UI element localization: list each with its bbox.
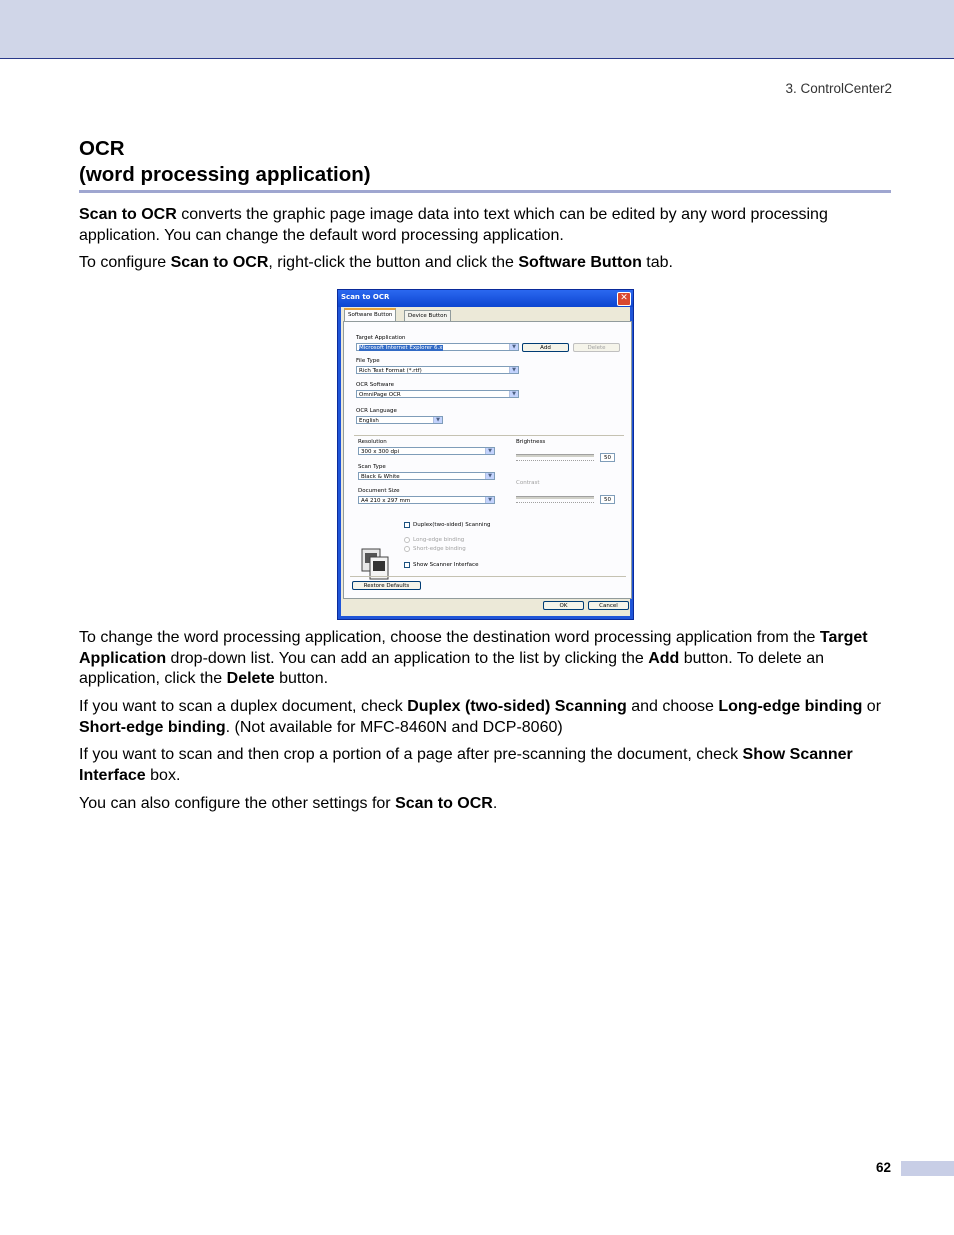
long-edge-radio[interactable] xyxy=(404,537,410,543)
resolution-select[interactable] xyxy=(358,447,495,455)
document-size-label: Document Size xyxy=(358,488,400,494)
text: tab. xyxy=(641,254,673,271)
duplex-checkbox[interactable] xyxy=(404,522,410,528)
chevron-down-icon: ▼ xyxy=(485,448,494,454)
slider-ticks xyxy=(516,502,594,505)
chevron-down-icon: ▼ xyxy=(509,344,518,350)
bold-term: Target Application xyxy=(79,629,868,667)
title-line-1: OCR xyxy=(79,137,125,160)
bold-term: Duplex (two-sided) Scanning xyxy=(407,698,627,715)
tab-panel xyxy=(343,321,632,599)
tab-device-button[interactable]: Device Button xyxy=(404,310,451,322)
show-scanner-interface-label: Show Scanner Interface xyxy=(413,562,479,568)
resolution-label: Resolution xyxy=(358,439,387,445)
paragraph-crop xyxy=(79,745,894,786)
text: . (Not available for MFC-8460N and DCP-8060) xyxy=(225,718,563,736)
chevron-down-icon: ▼ xyxy=(485,473,494,479)
divider xyxy=(354,435,624,436)
ocr-language-select[interactable] xyxy=(356,416,443,424)
ocr-language-label: OCR Language xyxy=(356,408,397,414)
text: drop-down list. You can add an application to the list by clicking the xyxy=(166,649,649,667)
select-value: A4 210 x 297 mm xyxy=(361,498,411,504)
add-button[interactable]: Add xyxy=(522,343,569,352)
scan-to-ocr-dialog xyxy=(337,289,634,620)
paragraph-duplex xyxy=(79,697,894,738)
title-line-2: (word processing application) xyxy=(79,163,371,186)
select-value: Black & White xyxy=(361,474,400,480)
chevron-down-icon: ▼ xyxy=(485,497,494,503)
text: . xyxy=(492,795,498,812)
bold-term: Show Scanner Interface xyxy=(79,746,853,784)
chevron-down-icon: ▼ xyxy=(509,367,518,373)
file-type-select[interactable] xyxy=(356,366,519,374)
page-tab-marker xyxy=(901,1161,954,1176)
slider-ticks xyxy=(516,460,594,463)
paragraph-change-app xyxy=(79,628,894,690)
brightness-value[interactable]: 50 xyxy=(600,453,615,462)
text: or xyxy=(862,698,882,715)
target-application-label: Target Application xyxy=(356,335,406,341)
page-number: 62 xyxy=(876,1160,892,1175)
paragraph-configure xyxy=(79,253,894,274)
text: button. xyxy=(274,670,329,687)
text: converts the graphic page image data into text which can be edited by any word processing application. You can change the default word processing application. xyxy=(79,206,828,244)
text: If you want to scan a duplex document, check xyxy=(79,698,408,715)
short-edge-label: Short-edge binding xyxy=(413,546,466,552)
select-value: English xyxy=(359,418,379,424)
bold-term: Scan to OCR xyxy=(170,254,269,271)
delete-button[interactable]: Delete xyxy=(573,343,620,352)
ocr-software-label: OCR Software xyxy=(356,382,394,388)
show-scanner-interface-checkbox[interactable] xyxy=(404,562,410,568)
document-size-select[interactable] xyxy=(358,496,495,504)
header-band xyxy=(0,0,954,59)
bold-term: Add xyxy=(648,649,680,667)
bold-term: Software Button xyxy=(518,254,642,271)
section-title xyxy=(79,136,371,188)
duplex-label: Duplex(two-sided) Scanning xyxy=(413,522,491,528)
select-value: Rich Text Format (*.rtf) xyxy=(359,368,422,374)
scan-type-label: Scan Type xyxy=(358,464,386,470)
bold-term: Delete xyxy=(226,670,275,687)
contrast-value[interactable]: 50 xyxy=(600,495,615,504)
select-value: 300 x 300 dpi xyxy=(361,449,400,455)
scan-type-select[interactable] xyxy=(358,472,495,480)
long-edge-label: Long-edge binding xyxy=(413,537,465,543)
title-rule xyxy=(79,190,891,193)
short-edge-radio[interactable] xyxy=(404,546,410,552)
tab-software-button[interactable]: Software Button xyxy=(344,308,396,322)
chapter-label: 3. ControlCenter2 xyxy=(785,81,892,96)
bold-term: Long-edge binding xyxy=(718,698,863,715)
target-application-select[interactable] xyxy=(356,343,519,351)
paragraph-intro xyxy=(79,205,894,246)
contrast-label: Contrast xyxy=(516,480,540,486)
chevron-down-icon: ▼ xyxy=(509,391,518,397)
chevron-down-icon: ▼ xyxy=(433,417,442,423)
select-value: Microsoft Internet Explorer 6.x xyxy=(359,345,443,351)
text: box. xyxy=(145,766,181,784)
text: You can also configure the other settings for xyxy=(79,795,396,812)
text: To change the word processing application, choose the destination word processing application from the xyxy=(79,629,820,646)
text: If you want to scan and then crop a portion of a page after pre-scanning the document, check xyxy=(79,746,743,763)
restore-defaults-button[interactable]: Restore Defaults xyxy=(352,581,421,590)
bold-term: Scan to OCR xyxy=(395,795,493,812)
dialog-title: Scan to OCR xyxy=(341,293,390,301)
contrast-slider[interactable] xyxy=(516,496,594,499)
dialog-titlebar xyxy=(338,290,633,307)
text: To configure xyxy=(79,254,171,271)
brightness-slider[interactable] xyxy=(516,454,594,457)
close-icon[interactable]: ✕ xyxy=(617,292,631,306)
bold-term: Short-edge binding xyxy=(79,718,226,736)
paragraph-other-settings xyxy=(79,794,894,815)
text: and choose xyxy=(626,698,719,715)
ok-button[interactable]: OK xyxy=(543,601,584,610)
file-type-label: File Type xyxy=(356,358,380,364)
text: , right-click the button and click the xyxy=(268,254,519,271)
dialog-body xyxy=(341,307,630,616)
cancel-button[interactable]: Cancel xyxy=(588,601,629,610)
select-value: OmniPage OCR xyxy=(359,392,401,398)
ocr-software-select[interactable] xyxy=(356,390,519,398)
brightness-label: Brightness xyxy=(516,439,546,445)
divider xyxy=(350,576,626,577)
bold-term: Scan to OCR xyxy=(79,206,177,223)
text: button. To delete an application, click the xyxy=(79,649,825,687)
